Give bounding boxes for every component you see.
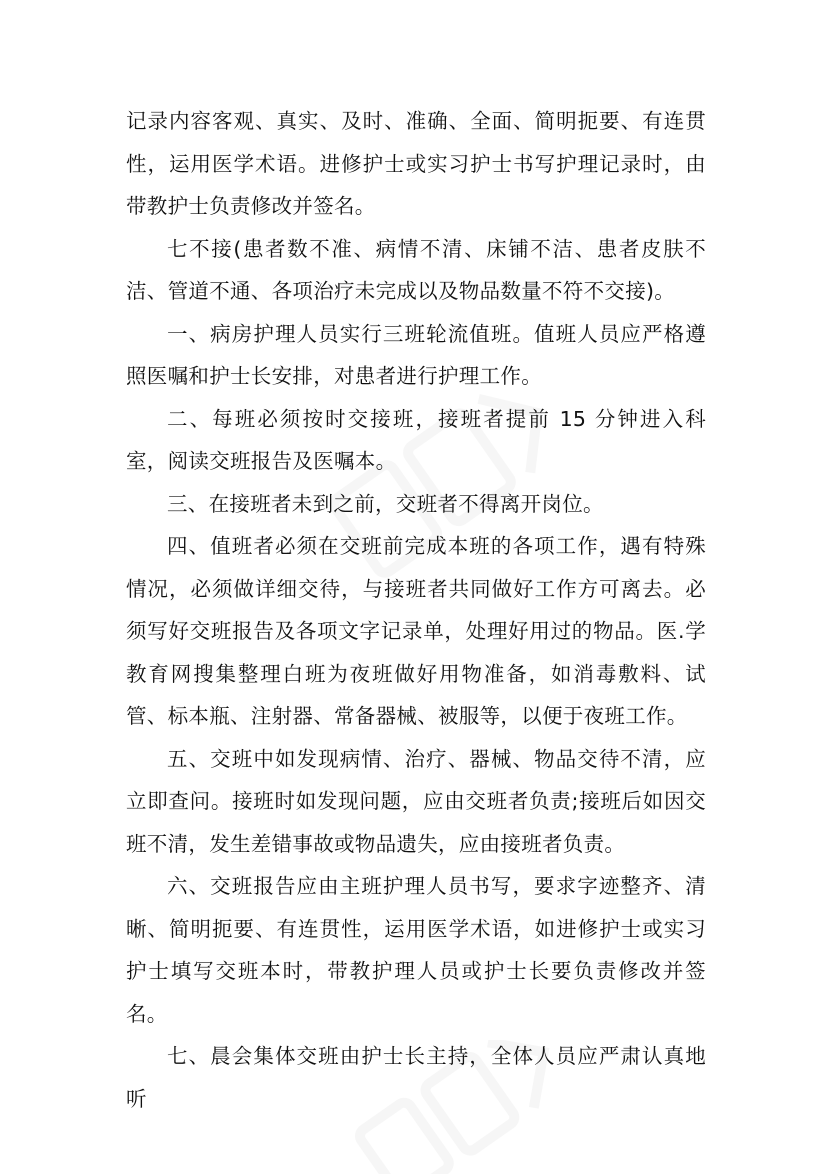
paragraph-record-content: 记录内容客观、真实、及时、准确、全面、简明扼要、有连贯性，运用医学术语。进修护士或实习护士书写护理记录时，由带教护士负责修改并签名。 (126, 109, 706, 218)
paragraph-rule-3: 三、在接班者未到之前，交班者不得离开岗位。 (167, 491, 604, 516)
paragraph-rule-4: 四、值班者必须在交班前完成本班的各项工作，遇有特殊情况，必须做详细交待，与接班者共同做好工作方可离去。必须写好交班报告及各项文字记录单，处理好用过的物品。医.学教育网搜集整理白班为夜班做好用物准备，如消毒敷料、试管、标本瓶、注射器、常备器械、被服等，以便于夜班工作。 (126, 534, 706, 728)
document-body (126, 100, 706, 1120)
paragraph-rule-2: 二、每班必须按时交接班，接班者提前 15 分钟进入科室，阅读交班报告及医嘱本。 (126, 406, 706, 473)
paragraph-seven-not-accept: 七不接(患者数不准、病情不清、床铺不洁、患者皮肤不洁、管道不通、各项治疗未完成以及物品数量不符不交接)。 (126, 236, 706, 303)
paragraph-rule-7: 七、晨会集体交班由护士长主持，全体人员应严肃认真地听 (126, 1044, 706, 1111)
paragraph-rule-6: 六、交班报告应由主班护理人员书写，要求字迹整齐、清晰、简明扼要、有连贯性，运用医学术语，如进修护士或实习护士填写交班本时，带教护理人员或护士长要负责修改并签名。 (126, 874, 706, 1026)
paragraph-rule-1: 一、病房护理人员实行三班轮流值班。值班人员应严格遵照医嘱和护士长安排，对患者进行护理工作。 (126, 321, 706, 388)
paragraph-rule-5: 五、交班中如发现病情、治疗、器械、物品交待不清，应立即查问。接班时如发现问题，应由交班者负责;接班后如因交班不清，发生差错事故或物品遗失，应由接班者负责。 (126, 746, 706, 856)
